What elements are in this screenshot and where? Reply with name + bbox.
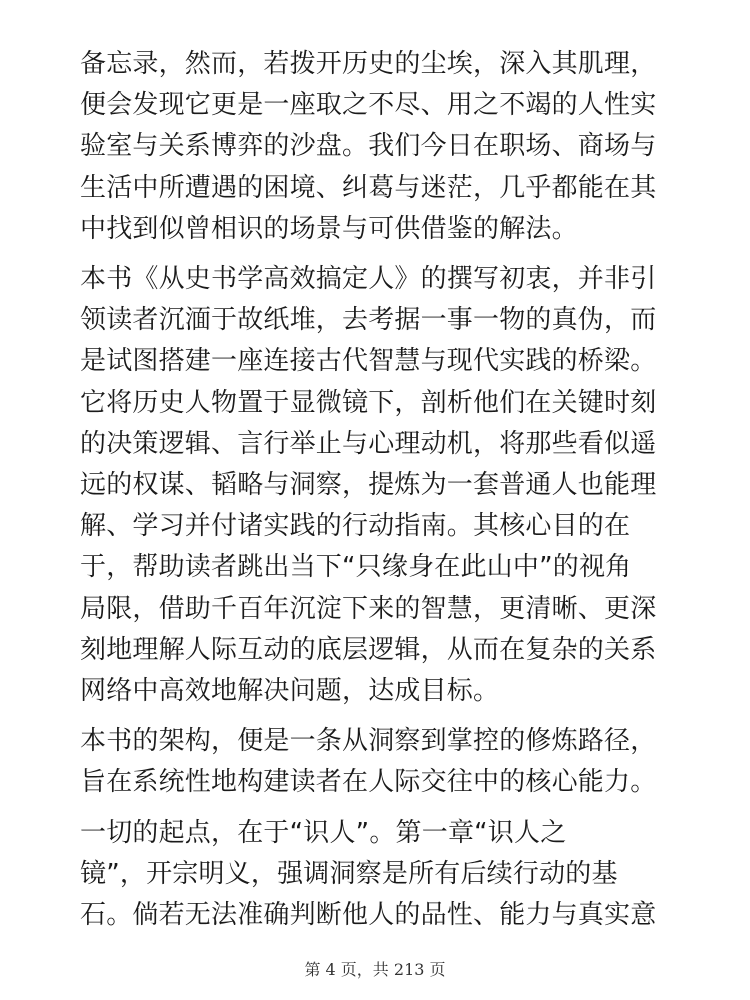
- text-line: 是试图搭建一座连接古代智慧与现代实践的桥梁。: [80, 346, 657, 377]
- text-line: 本书《从史书学高效搞定人》的撰写初衷，并非引: [80, 264, 657, 295]
- text-line: 局限，借助千百年沉淀下来的智慧，更清晰、更深: [80, 593, 657, 624]
- text-line: 旨在系统性地构建读者在人际交往中的核心能力。: [80, 767, 657, 798]
- text-line: 它将历史人物置于显微镜下，剖析他们在关键时刻: [80, 387, 657, 418]
- text-line: 便会发现它更是一座取之不尽、用之不竭的人性实: [80, 90, 657, 121]
- text-line: 领读者沉湎于故纸堆，去考据一事一物的真伪，而: [80, 305, 657, 336]
- text-line: 本书的架构，便是一条从洞察到掌控的修炼路径，: [80, 726, 657, 757]
- text-line: 远的权谋、韬略与洞察，提炼为一套普通人也能理: [80, 470, 657, 501]
- text-line: 中找到似曾相识的场景与可供借鉴的解法。: [80, 213, 578, 244]
- paragraph-4: [80, 813, 680, 937]
- page-number-footer: 第 4 页，共 213 页: [304, 960, 446, 979]
- document-body: [80, 44, 680, 945]
- text-line: 解、学习并付诸实践的行动指南。其核心目的在: [80, 511, 631, 542]
- paragraph-2: [80, 259, 680, 712]
- text-line: 的决策逻辑、言行举止与心理动机，将那些看似遥: [80, 428, 657, 459]
- text-line: 镜”，开宗明义，强调洞察是所有后续行动的基: [80, 858, 618, 889]
- paragraph-1: [80, 44, 680, 250]
- text-line: 生活中所遭遇的困境、纠葛与迷茫，几乎都能在其: [80, 172, 657, 203]
- text-line: 一切的起点，在于“识人”。第一章“识人之: [80, 817, 567, 848]
- text-line: 验室与关系博弈的沙盘。我们今日在职场、商场与: [80, 131, 657, 162]
- text-line: 石。倘若无法准确判断他人的品性、能力与真实意: [80, 900, 657, 931]
- paragraph-3: [80, 721, 680, 803]
- text-line: 于，帮助读者跳出当下“只缘身在此山中”的视角: [80, 552, 632, 583]
- text-line: 刻地理解人际互动的底层逻辑，从而在复杂的关系: [80, 634, 657, 665]
- text-line: 网络中高效地解决问题，达成目标。: [80, 676, 500, 707]
- text-line: 备忘录，然而，若拨开历史的尘埃，深入其肌理，: [80, 49, 657, 79]
